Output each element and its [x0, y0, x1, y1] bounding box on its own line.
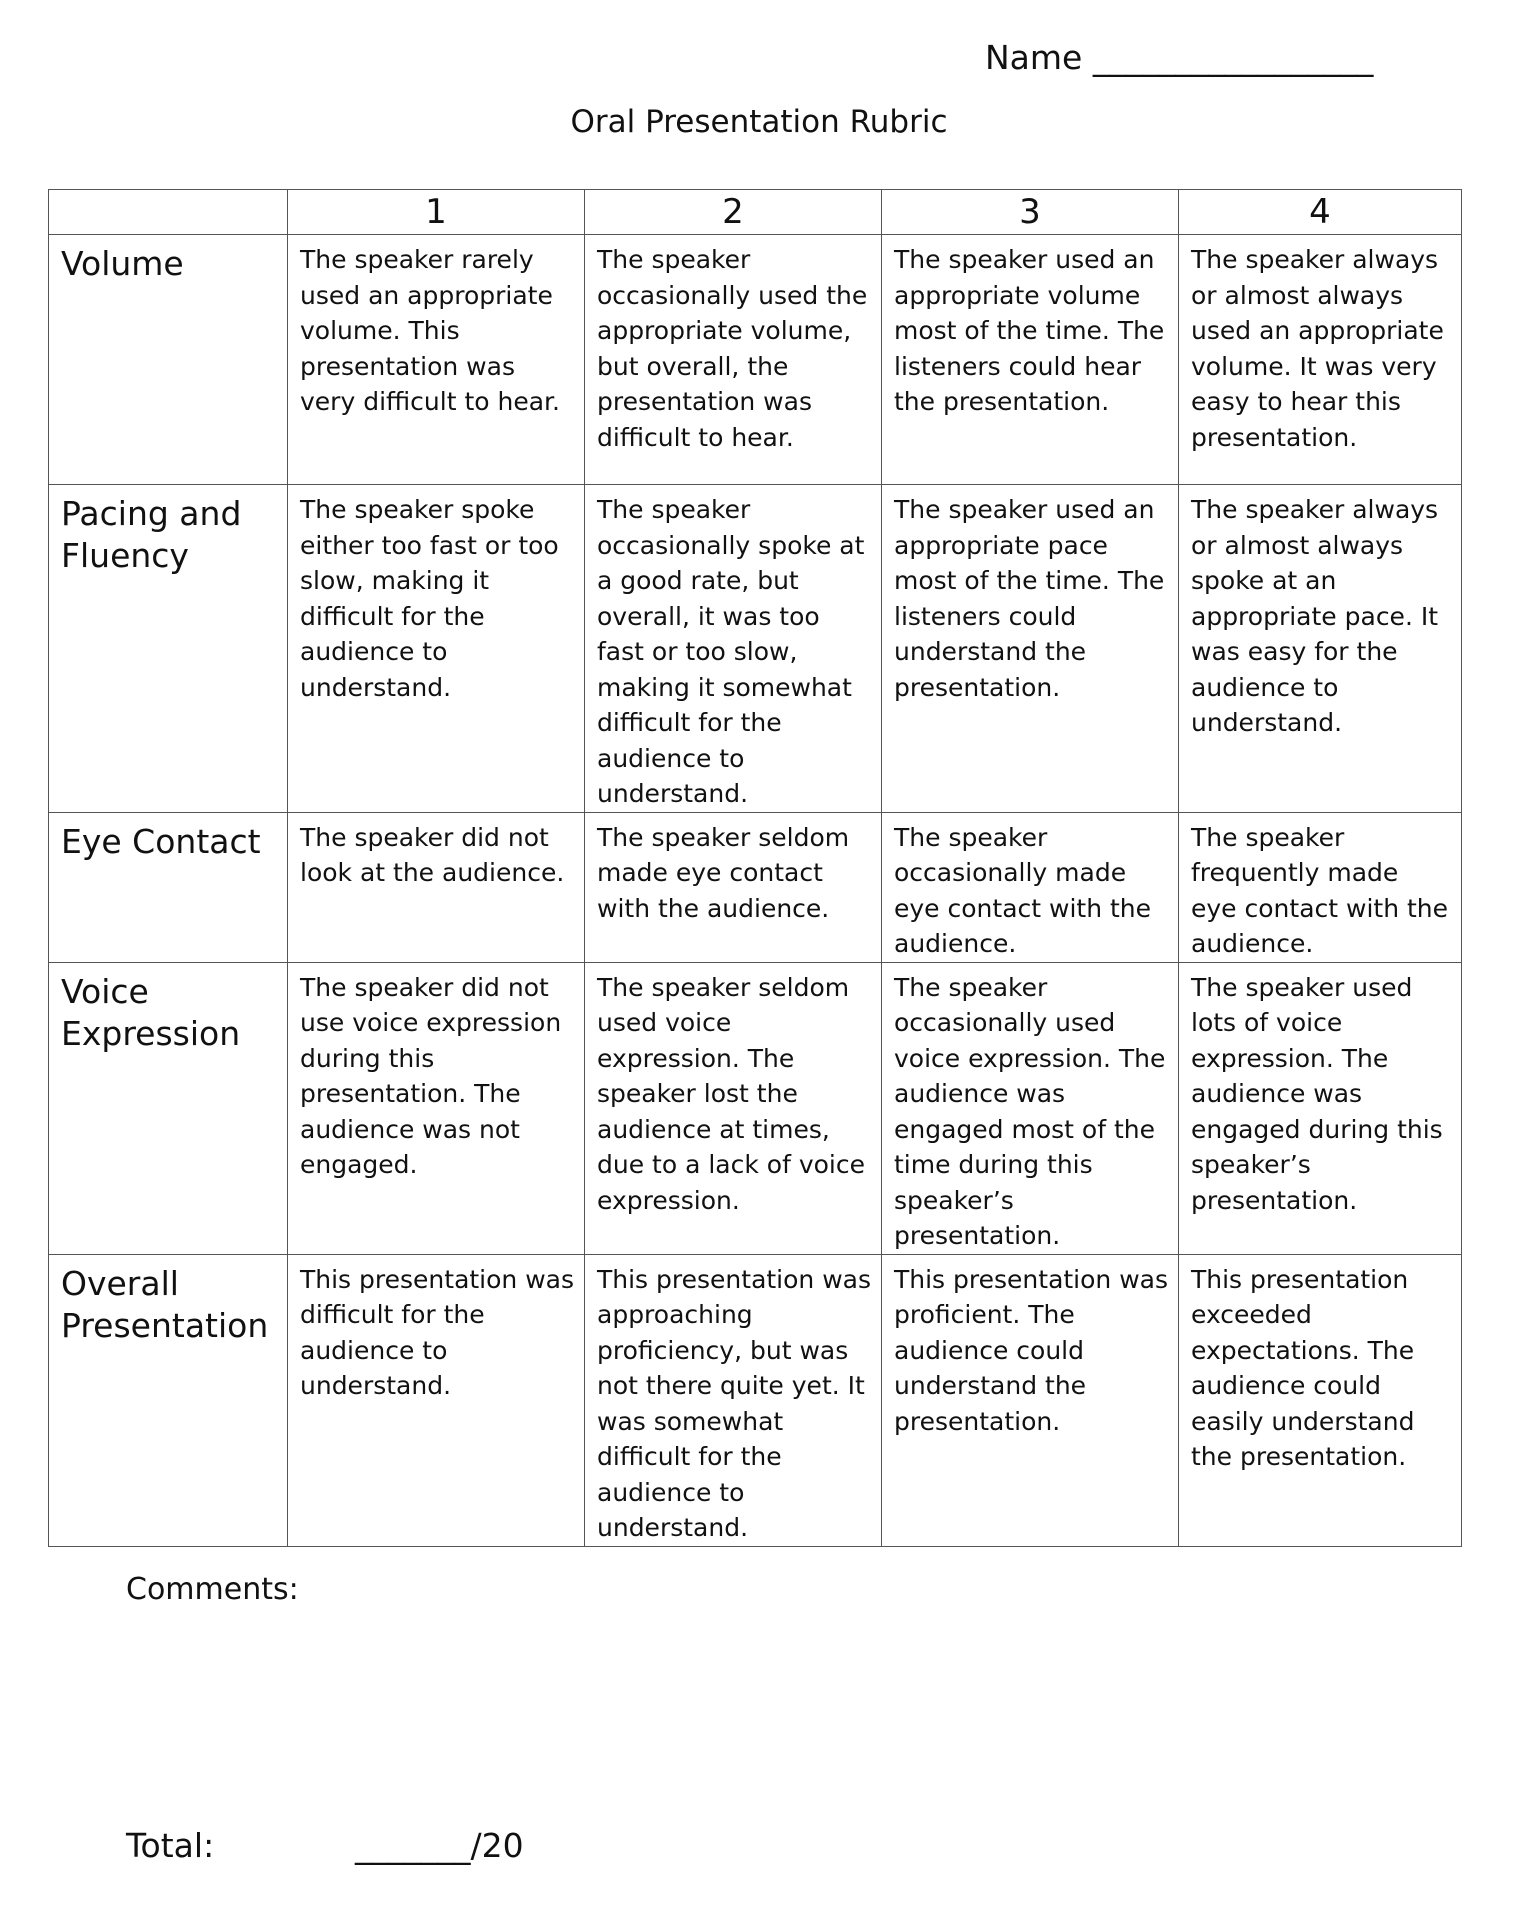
level-header: 3 [882, 190, 1179, 235]
level-header: 1 [288, 190, 585, 235]
rubric-row-pacing [49, 485, 1462, 813]
rubric-cell: The speaker occasionally spoke at a good rate, but overall, it was too fast or too slow, making it somewhat difficult for the audience to understand. [585, 485, 882, 813]
rubric-cell: The speaker seldom used voice expression. The speaker lost the audience at times, due to a lack of voice expression. [585, 962, 882, 1254]
criterion-label: Overall Presentation [49, 1254, 288, 1546]
rubric-cell: The speaker occasionally made eye contact with the audience. [882, 812, 1179, 962]
rubric-cell: The speaker occasionally used voice expression. The audience was engaged most of the time during this speaker’s presentation. [882, 962, 1179, 1254]
rubric-cell: The speaker rarely used an appropriate volume. This presentation was very difficult to hear. [288, 235, 585, 485]
rubric-cell: The speaker seldom made eye contact with the audience. [585, 812, 882, 962]
rubric-cell: This presentation exceeded expectations. The audience could easily understand the presentation. [1179, 1254, 1462, 1546]
level-header: 2 [585, 190, 882, 235]
rubric-row-eye-contact [49, 812, 1462, 962]
level-header: 4 [1179, 190, 1462, 235]
criterion-label: Pacing and Fluency [49, 485, 288, 813]
rubric-cell: This presentation was proficient. The audience could understand the presentation. [882, 1254, 1179, 1546]
rubric-cell: The speaker always or almost always used an appropriate volume. It was very easy to hear this presentation. [1179, 235, 1462, 485]
rubric-cell: The speaker always or almost always spoke at an appropriate pace. It was easy for the audience to understand. [1179, 485, 1462, 813]
rubric-cell: The speaker used an appropriate pace most of the time. The listeners could understand the presentation. [882, 485, 1179, 813]
comments-label: Comments: [126, 1572, 299, 1607]
rubric-cell: The speaker used lots of voice expression. The audience was engaged during this speaker’s presentation. [1179, 962, 1462, 1254]
name-field-label: Name _________________ [985, 38, 1374, 77]
rubric-header-row [49, 190, 1462, 235]
total-label: Total: [126, 1826, 215, 1865]
criterion-label: Volume [49, 235, 288, 485]
total-score-blank: _______/20 [355, 1826, 524, 1865]
criterion-label: Eye Contact [49, 812, 288, 962]
criterion-label: Voice Expression [49, 962, 288, 1254]
rubric-cell: This presentation was difficult for the audience to understand. [288, 1254, 585, 1546]
rubric-corner-cell [49, 190, 288, 235]
rubric-cell: The speaker did not use voice expression during this presentation. The audience was not engaged. [288, 962, 585, 1254]
rubric-cell: This presentation was approaching proficiency, but was not there quite yet. It was somewhat difficult for the audience to understand. [585, 1254, 882, 1546]
rubric-cell: The speaker frequently made eye contact with the audience. [1179, 812, 1462, 962]
rubric-cell: The speaker did not look at the audience. [288, 812, 585, 962]
rubric-cell: The speaker spoke either too fast or too slow, making it difficult for the audience to understand. [288, 485, 585, 813]
rubric-cell: The speaker used an appropriate volume most of the time. The listeners could hear the presentation. [882, 235, 1179, 485]
rubric-row-overall [49, 1254, 1462, 1546]
rubric-row-volume [49, 235, 1462, 485]
rubric-table [48, 189, 1462, 1547]
rubric-cell: The speaker occasionally used the appropriate volume, but overall, the presentation was difficult to hear. [585, 235, 882, 485]
page-title: Oral Presentation Rubric [570, 104, 948, 140]
rubric-row-voice-expression [49, 962, 1462, 1254]
